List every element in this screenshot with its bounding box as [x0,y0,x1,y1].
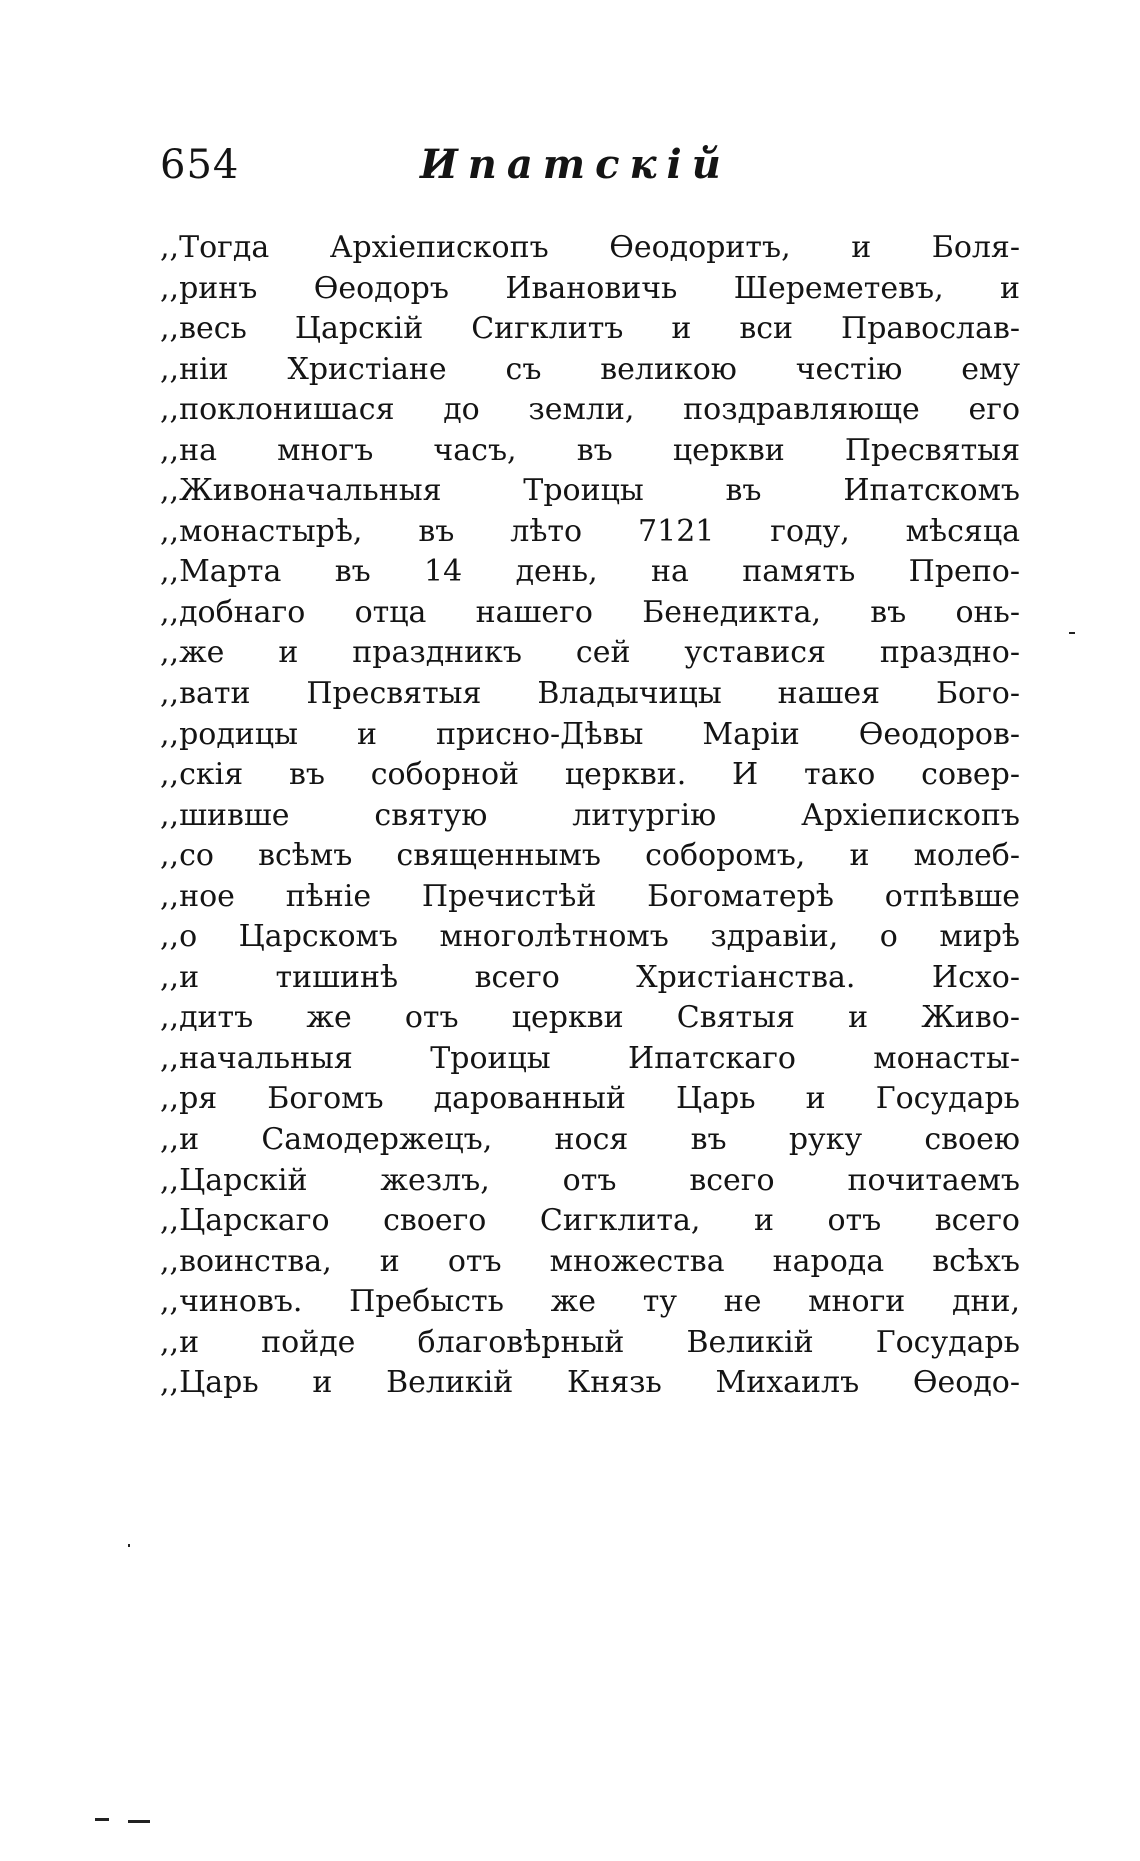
text-line: ,,весь Царскій Сигклитъ и вси Православ- [160,311,1020,347]
ink-speck [1069,632,1075,634]
text-line: ,,Тогда Архіепископъ Ѳеодоритъ, и Боля- [160,230,1020,265]
text-line: ,,Царскаго своего Сигклита, и отъ всего [160,1203,1020,1239]
text-line: ,,вати Пресвятыя Владычицы нашея Бого- [160,676,1020,712]
text-line: ,,добнаго отца нашего Бенедикта, въ онь- [160,594,1020,630]
running-head: Ипатскій [420,141,731,188]
text-line: ,,ринъ Ѳеодоръ Ивановичь Шереметевъ, и [160,270,1020,306]
text-line: ,,Царскій жезлъ, отъ всего почитаемъ [160,1162,1020,1198]
text-line: ,,на многъ часъ, въ церкви Пресвятыя [160,432,1020,468]
text-line: ,,со всѣмъ священнымъ соборомъ, и молеб- [160,838,1020,874]
text-line: ,,воинства, и отъ множества народа всѣхъ [160,1243,1020,1279]
text-line: ,,ное пѣніе Пречистѣй Богоматерѣ отпѣвше [160,878,1020,914]
text-line: ,,родицы и присно-Дѣвы Маріи Ѳеодоров- [160,716,1020,752]
ink-speck [128,1820,150,1823]
text-line: ,,дитъ же отъ церкви Святыя и Живо- [160,1000,1020,1036]
text-line: ,,и пойде благовѣрный Великій Государь [160,1324,1020,1360]
text-line: ,,скія въ соборной церкви. И тако совер- [160,757,1020,793]
text-line: ,,о Царскомъ многолѣтномъ здравіи, о мирѣ [160,919,1020,955]
text-line: ,,поклонишася до земли, поздравляюще его [160,392,1020,428]
text-line: ,,и Самодержецъ, нося въ руку своею [160,1122,1020,1158]
text-line: ,,монастырѣ, въ лѣто 7121 году, мѣсяца [160,513,1020,549]
text-line: ,,же и праздникъ сей уставися праздно- [160,635,1020,671]
page-number: 654 [160,142,240,188]
text-line: ,,ніи Христіане съ великою честію ему [160,351,1020,387]
ink-speck [128,1544,130,1547]
text-line: ,,начальныя Троицы Ипатскаго монасты- [160,1040,1020,1076]
text-line: ,,Марта въ 14 день, на память Препо- [160,554,1020,590]
body-text [160,228,1020,1404]
text-line: ,,и тишинѣ всего Христіанства. Исхо- [160,959,1020,995]
text-line: ,,чиновъ. Пребысть же ту не многи дни, [160,1284,1020,1320]
ink-speck [95,1818,109,1821]
text-line: ,,Царь и Великій Князь Михаилъ Ѳеодо- [160,1365,1020,1401]
text-line: ,,шивше святую литургію Архіепископъ [160,797,1020,833]
text-line: ,,ря Богомъ дарованный Царь и Государь [160,1081,1020,1117]
text-line: ,,Живоначальныя Троицы въ Ипатскомъ [160,473,1020,509]
